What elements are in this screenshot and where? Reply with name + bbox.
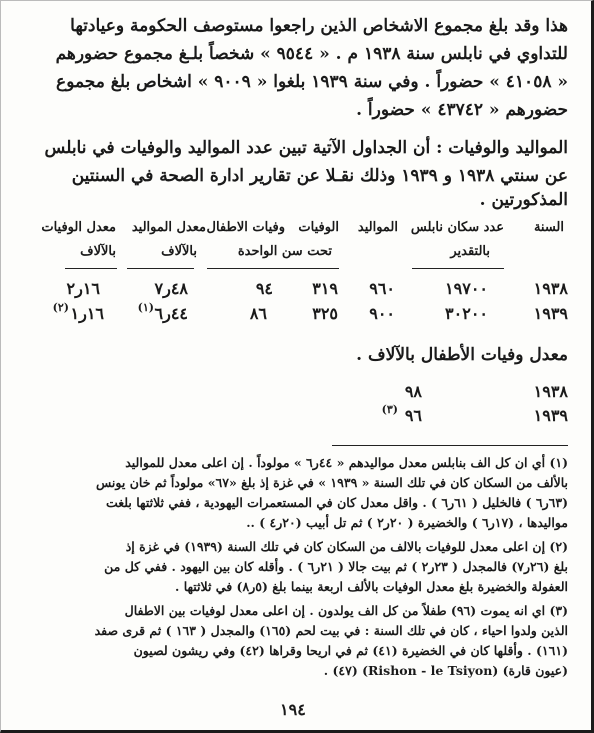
section-line: عن سنتي ١٩٣٨ و ١٩٣٩ وذلك نقـلا عن تقارير ادارة الصحة في السنتين [71,166,568,186]
table-cell-year: ١٩٣٨ [533,279,568,298]
table-cell-population: ١٩٧٠٠ [445,279,488,298]
intro-line: هذا وقد بلغ مجموع الاشخاص الذين راجعوا مستوصف الحكومة وعيادتها [70,16,568,36]
header-infant-deaths: وفيات الاطفال [206,220,285,235]
header-births: المواليد [357,220,398,235]
header-year: السنة [533,220,564,235]
table-cell-year: ١٩٣٩ [533,304,568,323]
footnote-line: (عيون قارة) (Rishon - le Tsiyon) (٤٧) . [323,663,568,678]
table2-year: ١٩٣٨ [533,382,568,401]
table-cell-births: ٩٦٠ [369,279,395,298]
intro-line: للتداوي في نابلس سنة ١٩٣٨ م . « ٩٥٤٤ » شخصاً بلـغ مجموع حضورهم [55,44,568,64]
footnote-line: (٣) اي انه يموت (٩٦) طفلاً من كل الف يولدون . إن اعلى معدل لوفيات بين الاطفال [124,603,568,618]
table-cell-infant-deaths: ٨٦ [249,304,267,323]
table-cell-deaths: ٣١٩ [312,279,338,298]
footnote-line: بلغ (٢٦ر٧) فالمجدل ( ٢٣ر٢ ) ثم بيت جالا ( ٢١ر٦ ) . وأقله كان بين اليهود . ففي كل من [104,559,568,574]
page-number: ١٩٤ [280,700,306,719]
table-cell-birth-rate: ٤٤ر٦ [154,304,188,323]
footnote-line: الذين ولدوا احياء ، كان في تلك السنة : في بيت لحم (١٦٥) والمجدل ( ١٦٣ ) ثم قرى صفد [94,623,568,638]
header-rule [127,268,194,269]
section-line: المواليد والوفيات : أن الجداول الآتية تبين عدد المواليد والوفيات في نابلس [44,138,568,158]
header-death-rate-sub: بالآلاف [80,244,116,259]
intro-line: حضورهم « ٤٣٧٤٢ » حضوراً . [356,100,568,120]
table-cell-birth-rate: ٤٨ر٧ [154,279,188,298]
intro-line: « ٤١٠٥٨ » حضوراً . وفي سنة ١٩٣٩ بلغوا « ٩٠٠٩ » اشخاص بلغ مجموع [56,72,568,92]
table-cell-death-rate: ١٦ر١ [70,304,104,323]
section-line: المذكورتين . [479,190,568,210]
table-cell-births: ٩٠٠ [369,304,395,323]
footnote-line: (٢) إن اعلى معدل للوفيات بالالف من السكان كان في تلك السنة (١٩٣٩) في غزة إذ [125,539,568,554]
footnote-line: العفولة والخضيرة بلغ معدل الوفيات بالألف اربعة بينما بلغ (٥ر٨) في ثلاثتها . [174,579,568,594]
footnote-line: (١٦١) . وأقلها كان في الخضيرة (٤١) ثم في اريحا وقراها (٤٢) وفي ريشون لصيون [133,643,568,658]
table-cell-population: ٣٠٢٠٠ [445,304,488,323]
table2-year: ١٩٣٩ [533,406,568,425]
table-cell-infant-deaths: ٩٤ [255,279,273,298]
table2-value: ٩٨ [404,382,422,401]
header-rule [207,268,339,269]
footnote-rule [332,445,568,446]
header-population-sub: بالتقدير [450,244,490,259]
table2-value: ٩٦ [404,406,422,425]
header-infant-deaths-sub: تحت سن الواحدة [237,244,332,259]
footnote-ref: (١) [137,301,154,314]
footnote-ref: (٢) [52,301,69,314]
header-birth-rate-sub: بالآلاف [161,244,197,259]
header-death-rate: معدل الوفيات [41,220,116,235]
footnote-line: (٦٣ر٦ ) فالخليل ( ٦١ر٦ ) . واقل معدل كان في المستعمرات اليهودية ، ففي ثلاثتها بلغت [105,495,568,510]
footnote-line: مواليدها ، (١٧ر٦ ) والخضيرة ( ٢٠ر٢ ) ثم تل أبيب (٢٠ر٤ ) .. [246,515,568,530]
header-population: عدد سكان نابلس [410,220,504,235]
header-deaths: الوفيات [298,220,339,235]
header-rule [65,268,117,269]
header-birth-rate: معدل المواليد [131,220,206,235]
footnote-ref: (٣) [381,403,398,416]
table-cell-death-rate: ١٦ر٢ [66,279,100,298]
footnote-line: (١) أي ان كل الف بنابلس معدل مواليدهم « ٤٤ر٦ » مولوداً . إن اعلى معدل للمواليد [125,455,568,470]
table2-title: معدل وفيات الأطفال بالآلاف . [356,345,568,365]
footnote-line: بالألف من السكان كان في تلك السنة « ١٩٣٩ » في غزة إذ بلغ «٦٧» مولوداً ثم خان يونس [96,475,568,490]
header-rule [412,268,504,269]
table-cell-deaths: ٣٢٥ [312,304,338,323]
